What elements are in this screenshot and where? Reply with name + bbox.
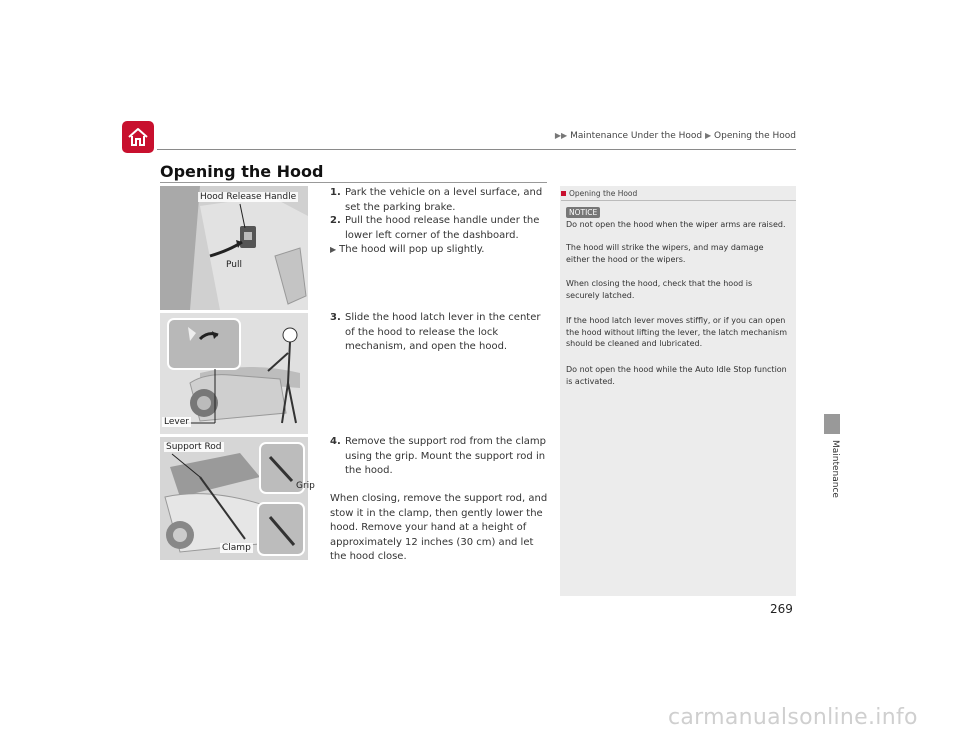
page-number: 269 [770, 602, 793, 616]
step-number: 3. [330, 312, 341, 323]
step-text: Park the vehicle on a level surface, and set the parking brake. [345, 187, 543, 213]
result-arrow-icon: ▶ [330, 245, 337, 254]
sidebar-paragraph: The hood will strike the wipers, and may damage either the hood or the wipers. [566, 243, 764, 264]
step-4 [330, 435, 550, 479]
note-bullet-icon [561, 191, 566, 196]
chevron-right-icon: ▶ [705, 131, 712, 140]
step-2 [330, 214, 550, 258]
sidebar-paragraph: Do not open the hood when the wiper arms are raised. [566, 220, 786, 229]
sidebar-heading: Opening the Hood [561, 189, 637, 198]
notice-badge: NOTICE [566, 207, 600, 218]
step-number: 4. [330, 436, 341, 447]
label-clamp: Clamp [222, 543, 251, 553]
figure-support-rod [160, 437, 315, 560]
section-tab-marker [824, 414, 840, 434]
closing-instructions: When closing, remove the support rod, and stow it in the clamp, then gently lower the hood. Remove your hand at a height of approximately 12 inches (30 cm) and let the hood close. [330, 493, 548, 562]
step-text: Slide the hood latch lever in the center of the hood to release the lock mechanism, and open the hood. [345, 312, 541, 352]
breadcrumb-item-current[interactable]: Opening the Hood [714, 131, 796, 141]
header-divider [157, 149, 796, 150]
chevron-right-icon: ▶▶ [554, 131, 568, 140]
home-icon [127, 127, 149, 147]
label-support-rod: Support Rod [166, 442, 222, 452]
sidebar-paragraph: If the hood latch lever moves stiffly, or if you can open the hood without lifting the lever, the latch mechanism should be cleaned and lubricated. [566, 316, 788, 348]
sidebar-paragraph: Do not open the hood while the Auto Idle Stop function is activated. [566, 365, 787, 386]
section-tab-label[interactable]: Maintenance [830, 440, 840, 498]
page-title: Opening the Hood [160, 162, 324, 181]
watermark: carmanualsonline.info [668, 705, 918, 730]
title-divider [160, 182, 547, 183]
home-button[interactable] [122, 121, 154, 153]
sidebar-divider [561, 200, 796, 201]
sidebar-paragraph: When closing the hood, check that the hood is securely latched. [566, 279, 753, 300]
step-1 [330, 186, 550, 215]
breadcrumb-item-section[interactable]: Maintenance Under the Hood [570, 131, 703, 141]
step-text: Remove the support rod from the clamp using the grip. Mount the support rod in the hood. [345, 436, 546, 476]
label-grip: Grip [296, 481, 315, 491]
label-lever: Lever [164, 417, 189, 427]
step-number: 2. [330, 215, 341, 226]
step-result: The hood will pop up slightly. [339, 244, 485, 255]
step-text: Pull the hood release handle under the lower left corner of the dashboard. [345, 215, 540, 241]
step-number: 1. [330, 187, 341, 198]
label-hood-release-handle: Hood Release Handle [200, 192, 297, 202]
breadcrumb [530, 131, 796, 141]
figure-hood-release-handle [160, 186, 308, 310]
label-pull: Pull [226, 260, 242, 270]
step-3 [330, 311, 550, 355]
figure-hood-latch-lever [160, 313, 308, 434]
